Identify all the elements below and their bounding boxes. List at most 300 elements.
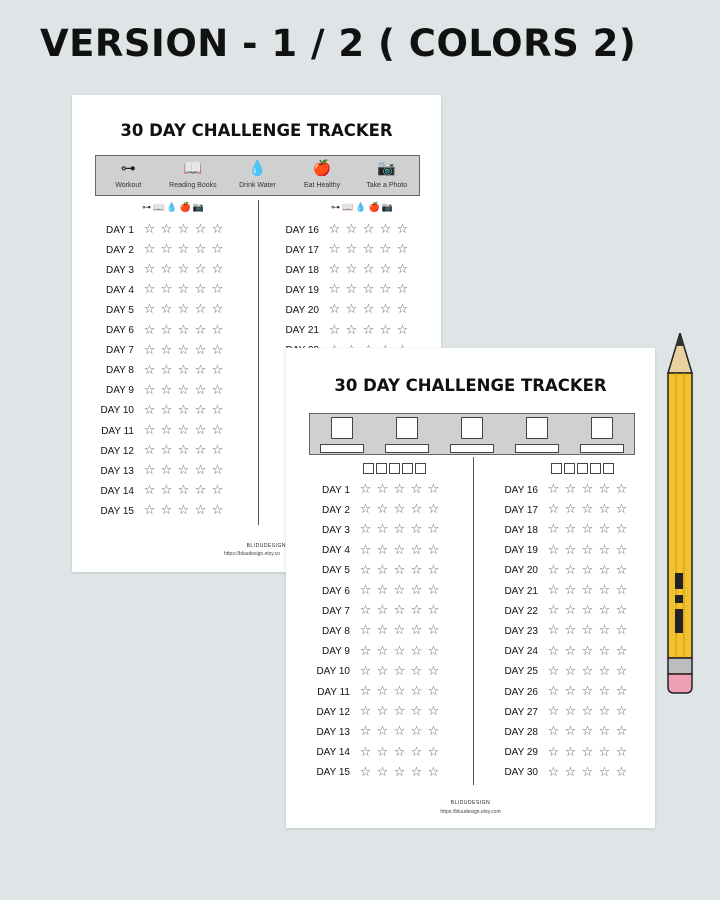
star-icon[interactable]: ☆ [393, 704, 406, 720]
star-icon[interactable]: ☆ [564, 704, 577, 720]
star-rating [545, 624, 630, 638]
star-icon[interactable]: ☆ [581, 522, 594, 538]
star-icon[interactable]: ☆ [379, 222, 392, 237]
star-icon[interactable]: ☆ [211, 483, 224, 499]
star-icon[interactable]: ☆ [427, 724, 440, 740]
star-icon[interactable]: ☆ [427, 764, 440, 780]
blank-icon-box [461, 417, 483, 439]
star-icon[interactable]: ☆ [376, 744, 389, 760]
star-icon[interactable]: ☆ [194, 222, 207, 237]
star-icon[interactable]: ☆ [345, 242, 358, 258]
star-icon[interactable]: ☆ [427, 583, 440, 598]
category-label: Take a Photo [366, 182, 408, 189]
star-icon[interactable]: ☆ [211, 402, 224, 418]
star-icon[interactable]: ☆ [547, 724, 560, 740]
star-icon[interactable]: ☆ [376, 643, 389, 659]
star-icon[interactable]: ☆ [393, 684, 406, 699]
water-drop-icon: 💧 [248, 159, 267, 177]
star-icon[interactable]: ☆ [194, 302, 207, 318]
star-icon[interactable]: ☆ [427, 603, 440, 619]
blank-icon-box [331, 417, 353, 439]
star-icon[interactable]: ☆ [393, 764, 406, 780]
star-icon[interactable]: ☆ [379, 262, 392, 278]
star-icon[interactable]: ☆ [581, 704, 594, 720]
day-row [283, 323, 411, 339]
star-icon[interactable]: ☆ [581, 603, 594, 619]
star-icon[interactable]: ☆ [177, 262, 190, 278]
star-icon[interactable]: ☆ [177, 342, 190, 358]
star-icon[interactable]: ☆ [396, 282, 409, 298]
star-icon[interactable]: ☆ [615, 704, 628, 720]
star-icon[interactable]: ☆ [328, 282, 341, 298]
star-icon[interactable]: ☆ [379, 282, 392, 298]
category-2 [161, 156, 226, 195]
star-icon[interactable]: ☆ [328, 262, 341, 278]
star-icon[interactable]: ☆ [598, 542, 611, 558]
star-icon[interactable]: ☆ [410, 562, 423, 578]
tracker-sheet-version-2 [286, 348, 655, 828]
star-icon[interactable]: ☆ [427, 482, 440, 497]
star-icon[interactable]: ☆ [581, 663, 594, 679]
star-icon[interactable]: ☆ [410, 764, 423, 780]
star-icon[interactable]: ☆ [194, 382, 207, 398]
star-icon[interactable]: ☆ [194, 282, 207, 298]
star-icon[interactable]: ☆ [177, 503, 190, 519]
star-icon[interactable]: ☆ [393, 482, 406, 497]
star-icon[interactable]: ☆ [427, 663, 440, 679]
star-icon[interactable]: ☆ [143, 242, 156, 258]
star-icon[interactable]: ☆ [598, 643, 611, 659]
star-icon[interactable]: ☆ [410, 744, 423, 760]
star-icon[interactable]: ☆ [376, 542, 389, 558]
star-icon[interactable]: ☆ [410, 603, 423, 619]
star-icon[interactable]: ☆ [143, 282, 156, 298]
book-icon: 📖 [183, 159, 203, 177]
star-icon[interactable]: ☆ [160, 262, 173, 278]
star-icon[interactable]: ☆ [581, 643, 594, 659]
star-icon[interactable]: ☆ [376, 603, 389, 619]
star-icon[interactable]: ☆ [328, 222, 341, 237]
star-icon[interactable]: ☆ [362, 242, 375, 258]
star-icon[interactable]: ☆ [143, 322, 156, 338]
star-icon[interactable]: ☆ [615, 643, 628, 659]
star-icon[interactable]: ☆ [376, 623, 389, 639]
star-rating [357, 503, 442, 517]
day-label: DAY 18 [504, 524, 538, 536]
day-row [98, 323, 226, 339]
star-icon[interactable]: ☆ [211, 242, 224, 258]
star-icon[interactable]: ☆ [547, 764, 560, 780]
star-icon[interactable]: ☆ [160, 483, 173, 499]
star-icon[interactable]: ☆ [581, 684, 594, 699]
star-icon[interactable]: ☆ [598, 502, 611, 518]
star-icon[interactable]: ☆ [427, 562, 440, 578]
star-icon[interactable]: ☆ [410, 583, 423, 598]
star-icon[interactable]: ☆ [211, 443, 224, 459]
star-icon[interactable]: ☆ [362, 302, 375, 318]
star-icon[interactable]: ☆ [177, 362, 190, 378]
star-icon[interactable]: ☆ [564, 764, 577, 780]
star-icon[interactable]: ☆ [564, 482, 577, 497]
star-icon[interactable]: ☆ [143, 443, 156, 459]
star-icon[interactable]: ☆ [581, 502, 594, 518]
star-icon[interactable]: ☆ [598, 522, 611, 538]
star-icon[interactable]: ☆ [379, 242, 392, 258]
star-icon[interactable]: ☆ [143, 362, 156, 378]
star-icon[interactable]: ☆ [177, 463, 190, 479]
star-icon[interactable]: ☆ [194, 443, 207, 459]
star-icon[interactable]: ☆ [194, 362, 207, 378]
blank-mini-box [389, 463, 400, 474]
star-icon[interactable]: ☆ [393, 562, 406, 578]
star-icon[interactable]: ☆ [427, 643, 440, 659]
star-icon[interactable]: ☆ [410, 663, 423, 679]
star-icon[interactable]: ☆ [376, 704, 389, 720]
star-icon[interactable]: ☆ [160, 382, 173, 398]
star-icon[interactable]: ☆ [211, 302, 224, 318]
star-icon[interactable]: ☆ [547, 663, 560, 679]
star-icon[interactable]: ☆ [410, 482, 423, 497]
day-label: DAY 28 [504, 726, 538, 738]
star-icon[interactable]: ☆ [598, 704, 611, 720]
star-icon[interactable]: ☆ [581, 583, 594, 598]
star-rating [141, 344, 226, 358]
day-row [98, 262, 226, 278]
star-icon[interactable]: ☆ [211, 282, 224, 298]
star-icon[interactable]: ☆ [547, 562, 560, 578]
star-icon[interactable]: ☆ [564, 562, 577, 578]
star-icon[interactable]: ☆ [393, 744, 406, 760]
star-icon[interactable]: ☆ [211, 423, 224, 438]
star-icon[interactable]: ☆ [143, 463, 156, 479]
star-icon[interactable]: ☆ [376, 663, 389, 679]
day-row [314, 704, 442, 720]
star-icon[interactable]: ☆ [359, 562, 372, 578]
star-icon[interactable]: ☆ [393, 643, 406, 659]
star-icon[interactable]: ☆ [615, 482, 628, 497]
day-row [500, 603, 630, 619]
star-icon[interactable]: ☆ [194, 322, 207, 338]
star-icon[interactable]: ☆ [564, 663, 577, 679]
star-icon[interactable]: ☆ [376, 684, 389, 699]
star-icon[interactable]: ☆ [564, 542, 577, 558]
star-icon[interactable]: ☆ [177, 282, 190, 298]
star-icon[interactable]: ☆ [598, 744, 611, 760]
star-icon[interactable]: ☆ [143, 423, 156, 438]
star-icon[interactable]: ☆ [564, 623, 577, 639]
star-icon[interactable]: ☆ [177, 302, 190, 318]
star-icon[interactable]: ☆ [393, 502, 406, 518]
star-icon[interactable]: ☆ [393, 542, 406, 558]
star-icon[interactable]: ☆ [615, 724, 628, 740]
star-icon[interactable]: ☆ [615, 764, 628, 780]
star-icon[interactable]: ☆ [581, 724, 594, 740]
star-icon[interactable]: ☆ [177, 382, 190, 398]
star-icon[interactable]: ☆ [376, 502, 389, 518]
star-icon[interactable]: ☆ [194, 262, 207, 278]
star-icon[interactable]: ☆ [564, 502, 577, 518]
star-icon[interactable]: ☆ [615, 502, 628, 518]
day-row [314, 563, 442, 579]
day-row [500, 543, 630, 559]
star-rating [141, 504, 226, 518]
star-icon[interactable]: ☆ [211, 463, 224, 479]
star-icon[interactable]: ☆ [160, 423, 173, 438]
star-icon[interactable]: ☆ [160, 282, 173, 298]
star-rating [357, 544, 442, 558]
star-icon[interactable]: ☆ [359, 663, 372, 679]
star-icon[interactable]: ☆ [359, 542, 372, 558]
star-icon[interactable]: ☆ [427, 684, 440, 699]
star-icon[interactable]: ☆ [410, 542, 423, 558]
star-icon[interactable]: ☆ [211, 503, 224, 519]
star-icon[interactable]: ☆ [410, 643, 423, 659]
star-icon[interactable]: ☆ [427, 744, 440, 760]
star-icon[interactable]: ☆ [547, 603, 560, 619]
star-icon[interactable]: ☆ [598, 684, 611, 699]
star-icon[interactable]: ☆ [615, 623, 628, 639]
star-icon[interactable]: ☆ [143, 262, 156, 278]
star-icon[interactable]: ☆ [376, 764, 389, 780]
star-icon[interactable]: ☆ [598, 562, 611, 578]
star-icon[interactable]: ☆ [177, 443, 190, 459]
dumbbell-icon: ⊶ [120, 159, 136, 177]
star-icon[interactable]: ☆ [615, 663, 628, 679]
star-icon[interactable]: ☆ [564, 724, 577, 740]
star-icon[interactable]: ☆ [160, 322, 173, 338]
star-icon[interactable]: ☆ [581, 542, 594, 558]
star-icon[interactable]: ☆ [393, 724, 406, 740]
star-icon[interactable]: ☆ [379, 322, 392, 338]
star-icon[interactable]: ☆ [393, 623, 406, 639]
star-icon[interactable]: ☆ [564, 603, 577, 619]
star-icon[interactable]: ☆ [194, 503, 207, 519]
star-icon[interactable]: ☆ [359, 583, 372, 598]
star-icon[interactable]: ☆ [211, 362, 224, 378]
day-label: DAY 20 [285, 304, 319, 316]
day-label: DAY 3 [106, 264, 134, 276]
star-icon[interactable]: ☆ [376, 522, 389, 538]
star-icon[interactable]: ☆ [547, 482, 560, 497]
star-icon[interactable]: ☆ [427, 502, 440, 518]
star-icon[interactable]: ☆ [177, 222, 190, 237]
star-icon[interactable]: ☆ [328, 322, 341, 338]
star-icon[interactable]: ☆ [598, 583, 611, 598]
day-label: DAY 19 [285, 284, 319, 296]
star-icon[interactable]: ☆ [143, 483, 156, 499]
star-icon[interactable]: ☆ [396, 242, 409, 258]
star-icon[interactable]: ☆ [160, 302, 173, 318]
star-icon[interactable]: ☆ [615, 684, 628, 699]
star-icon[interactable]: ☆ [376, 583, 389, 598]
star-icon[interactable]: ☆ [564, 744, 577, 760]
star-icon[interactable]: ☆ [376, 562, 389, 578]
star-icon[interactable]: ☆ [359, 502, 372, 518]
star-rating [141, 324, 226, 338]
day-label: DAY 5 [322, 565, 350, 577]
star-icon[interactable]: ☆ [359, 643, 372, 659]
star-icon[interactable]: ☆ [410, 684, 423, 699]
star-icon[interactable]: ☆ [564, 684, 577, 699]
star-icon[interactable]: ☆ [547, 643, 560, 659]
star-icon[interactable]: ☆ [345, 302, 358, 318]
star-icon[interactable]: ☆ [547, 583, 560, 598]
star-icon[interactable]: ☆ [211, 322, 224, 338]
star-icon[interactable]: ☆ [615, 583, 628, 598]
star-icon[interactable]: ☆ [160, 443, 173, 459]
star-icon[interactable]: ☆ [393, 522, 406, 538]
star-icon[interactable]: ☆ [177, 483, 190, 499]
day-row [314, 745, 442, 761]
star-icon[interactable]: ☆ [362, 282, 375, 298]
star-icon[interactable]: ☆ [160, 402, 173, 418]
star-icon[interactable]: ☆ [194, 402, 207, 418]
star-icon[interactable]: ☆ [598, 764, 611, 780]
star-icon[interactable]: ☆ [615, 744, 628, 760]
star-icon[interactable]: ☆ [177, 242, 190, 258]
star-icon[interactable]: ☆ [143, 342, 156, 358]
star-icon[interactable]: ☆ [427, 522, 440, 538]
star-icon[interactable]: ☆ [410, 724, 423, 740]
star-icon[interactable]: ☆ [393, 663, 406, 679]
star-icon[interactable]: ☆ [345, 322, 358, 338]
star-icon[interactable]: ☆ [177, 423, 190, 438]
blank-mini-box [590, 463, 601, 474]
star-icon[interactable]: ☆ [211, 342, 224, 358]
star-icon[interactable]: ☆ [177, 402, 190, 418]
star-icon[interactable]: ☆ [160, 362, 173, 378]
day-label: DAY 25 [504, 666, 538, 678]
star-icon[interactable]: ☆ [396, 262, 409, 278]
star-icon[interactable]: ☆ [160, 463, 173, 479]
footer-url: https://bluudesign.etsy.com [440, 809, 501, 815]
star-icon[interactable]: ☆ [359, 623, 372, 639]
star-icon[interactable]: ☆ [143, 503, 156, 519]
star-icon[interactable]: ☆ [362, 322, 375, 338]
star-icon[interactable]: ☆ [194, 463, 207, 479]
star-icon[interactable]: ☆ [211, 382, 224, 398]
star-icon[interactable]: ☆ [194, 483, 207, 499]
star-icon[interactable]: ☆ [194, 423, 207, 438]
star-icon[interactable]: ☆ [393, 583, 406, 598]
star-icon[interactable]: ☆ [410, 623, 423, 639]
star-rating [357, 665, 442, 679]
blank-category-4 [504, 414, 569, 454]
star-icon[interactable]: ☆ [211, 222, 224, 237]
star-icon[interactable]: ☆ [143, 222, 156, 237]
star-icon[interactable]: ☆ [362, 262, 375, 278]
star-icon[interactable]: ☆ [598, 603, 611, 619]
star-icon[interactable]: ☆ [427, 623, 440, 639]
star-icon[interactable]: ☆ [427, 704, 440, 720]
star-icon[interactable]: ☆ [359, 603, 372, 619]
star-icon[interactable]: ☆ [598, 482, 611, 497]
star-icon[interactable]: ☆ [581, 623, 594, 639]
star-icon[interactable]: ☆ [547, 704, 560, 720]
star-icon[interactable]: ☆ [143, 302, 156, 318]
day-label: DAY 30 [504, 767, 538, 779]
star-icon[interactable]: ☆ [410, 522, 423, 538]
star-icon[interactable]: ☆ [345, 262, 358, 278]
star-icon[interactable]: ☆ [362, 222, 375, 237]
star-icon[interactable]: ☆ [598, 724, 611, 740]
star-icon[interactable]: ☆ [143, 382, 156, 398]
star-icon[interactable]: ☆ [564, 522, 577, 538]
star-icon[interactable]: ☆ [564, 583, 577, 598]
star-icon[interactable]: ☆ [345, 222, 358, 237]
star-icon[interactable]: ☆ [427, 542, 440, 558]
category-label: Reading Books [169, 182, 217, 189]
star-icon[interactable]: ☆ [615, 542, 628, 558]
star-icon[interactable]: ☆ [547, 542, 560, 558]
day-label: DAY 11 [101, 425, 134, 437]
star-icon[interactable]: ☆ [160, 503, 173, 519]
star-icon[interactable]: ☆ [359, 704, 372, 720]
star-icon[interactable]: ☆ [547, 623, 560, 639]
star-icon[interactable]: ☆ [581, 764, 594, 780]
star-icon[interactable]: ☆ [615, 562, 628, 578]
star-icon[interactable]: ☆ [547, 744, 560, 760]
star-icon[interactable]: ☆ [547, 522, 560, 538]
star-icon[interactable]: ☆ [328, 242, 341, 258]
star-icon[interactable]: ☆ [177, 322, 190, 338]
star-icon[interactable]: ☆ [160, 222, 173, 237]
star-icon[interactable]: ☆ [410, 704, 423, 720]
star-icon[interactable]: ☆ [359, 744, 372, 760]
star-icon[interactable]: ☆ [598, 623, 611, 639]
blank-category-header-band [309, 413, 635, 455]
star-icon[interactable]: ☆ [143, 402, 156, 418]
apple-icon: 🍎 [179, 203, 191, 213]
star-icon[interactable]: ☆ [393, 603, 406, 619]
star-icon[interactable]: ☆ [615, 603, 628, 619]
star-icon[interactable]: ☆ [396, 302, 409, 318]
star-icon[interactable]: ☆ [547, 684, 560, 699]
star-icon[interactable]: ☆ [396, 222, 409, 237]
star-icon[interactable]: ☆ [410, 502, 423, 518]
star-icon[interactable]: ☆ [547, 502, 560, 518]
star-icon[interactable]: ☆ [359, 684, 372, 699]
star-icon[interactable]: ☆ [396, 322, 409, 338]
pencil-ferrule [668, 658, 692, 674]
blank-mini-box [363, 463, 374, 474]
day-label: DAY 24 [504, 646, 538, 658]
star-icon[interactable]: ☆ [376, 482, 389, 497]
star-icon[interactable]: ☆ [211, 262, 224, 278]
star-icon[interactable]: ☆ [598, 663, 611, 679]
star-icon[interactable]: ☆ [379, 302, 392, 318]
star-icon[interactable]: ☆ [194, 342, 207, 358]
star-icon[interactable]: ☆ [581, 562, 594, 578]
day-row [98, 423, 226, 439]
star-icon[interactable]: ☆ [581, 744, 594, 760]
star-icon[interactable]: ☆ [359, 482, 372, 497]
star-icon[interactable]: ☆ [160, 342, 173, 358]
star-icon[interactable]: ☆ [376, 724, 389, 740]
star-icon[interactable]: ☆ [345, 282, 358, 298]
star-icon[interactable]: ☆ [160, 242, 173, 258]
star-icon[interactable]: ☆ [359, 724, 372, 740]
star-icon[interactable]: ☆ [194, 242, 207, 258]
star-icon[interactable]: ☆ [328, 302, 341, 318]
star-icon[interactable]: ☆ [581, 482, 594, 497]
star-icon[interactable]: ☆ [615, 522, 628, 538]
star-icon[interactable]: ☆ [359, 764, 372, 780]
star-icon[interactable]: ☆ [359, 522, 372, 538]
star-rating [141, 484, 226, 498]
star-icon[interactable]: ☆ [564, 643, 577, 659]
day-row [98, 463, 226, 479]
